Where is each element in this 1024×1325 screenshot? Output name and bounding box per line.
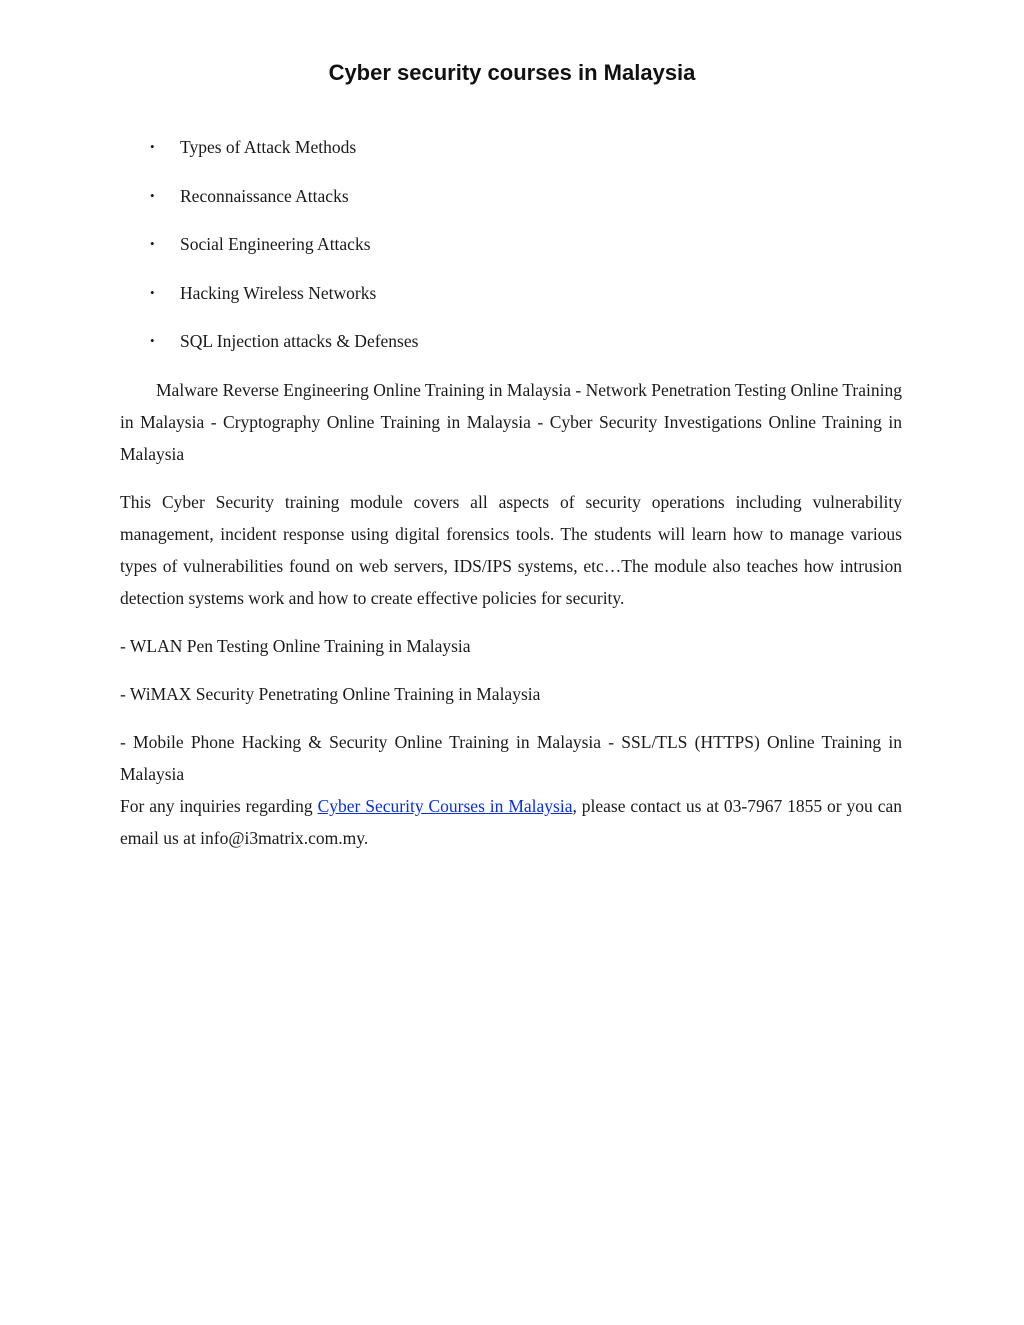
bullet-icon: • — [150, 139, 155, 154]
online-training-paragraph: Malware Reverse Engineering Online Training in Malaysia - Network Penetration Testing Online Training in Malaysia - Cryptography Online Training in Malaysia - Cyber Security Investigations Online Training in Malaysia — [120, 380, 902, 464]
bullet-icon: • — [150, 284, 155, 300]
bullet-icon: • — [150, 187, 155, 203]
document-body — [120, 374, 902, 854]
cyber-security-courses-link[interactable]: Cyber Security Courses in Malaysia — [317, 796, 573, 816]
contact-paragraph — [120, 790, 902, 854]
list-item-text: Reconnaissance Attacks — [180, 185, 349, 206]
module-description-paragraph: This Cyber Security training module covers all aspects of security operations including vulnerability management, incident response using digital forensics tools. The students will learn how to manage various types of vulnerabilities found on web servers, IDS/IPS systems, etc…The module also teaches how intrusion detection systems work and how to create effective policies for security. — [120, 492, 902, 608]
list-item-text: SQL Injection attacks & Defenses — [180, 331, 419, 351]
mobile-training-line: - Mobile Phone Hacking & Security Online Training in Malaysia - SSL/TLS (HTTPS) Online Training in Malaysia — [120, 732, 902, 784]
bullet-icon: • — [150, 333, 155, 348]
list-item-text: Hacking Wireless Networks — [180, 282, 377, 303]
list-item-text: Social Engineering Attacks — [180, 234, 371, 254]
page-title: Cyber security courses in Malaysia — [328, 60, 696, 85]
list-item-text: Types of Attack Methods — [180, 137, 357, 157]
bullet-icon: • — [150, 236, 155, 251]
contact-prefix: For any inquiries regarding — [120, 796, 318, 816]
wlan-training-line: - WLAN Pen Testing Online Training in Malaysia — [120, 636, 471, 656]
contact-suffix: , please contact us at 03-7967 1855 or you can email us at info@i3matrix.com.my. — [120, 796, 903, 848]
wimax-training-line: - WiMAX Security Penetrating Online Training in Malaysia — [120, 684, 541, 704]
